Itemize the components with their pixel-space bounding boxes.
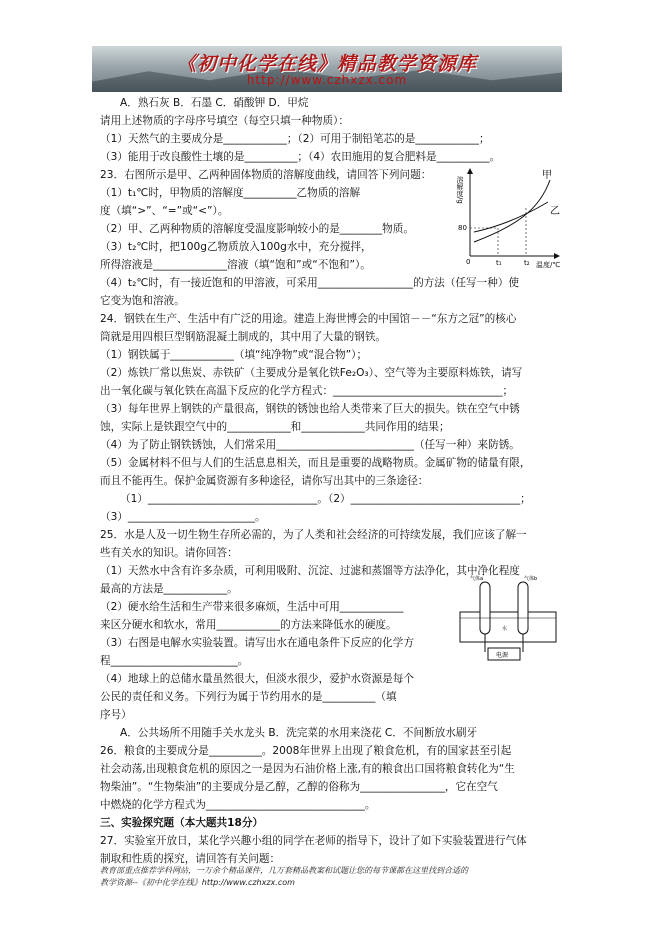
- q22-options: A．熟石灰 B．石墨 C．硝酸钾 D．甲烷: [120, 97, 309, 109]
- q25-part-2-cont: 来区分硬水和软水，常用____________的方法来降低水的硬度。: [100, 619, 397, 631]
- x-tick-t2: t₂: [524, 259, 530, 267]
- q24-part-5: （5）金属材料不但与人们的生活息息相关，而且是重要的战略物质。金属矿物的储量有限，: [100, 457, 531, 469]
- footer-line-1: 教育部重点推荐学科网站，一万余个精品课件，几万套精品教案和试题让您的每节课都在这里找到合适的: [100, 866, 468, 875]
- q25-part-3-cont: 程________________________。: [100, 655, 249, 667]
- q24-part-4: （4）为了防止钢铁锈蚀，人们常采用__________________________（任写一种）来防锈。: [100, 439, 520, 451]
- q23-part-4: （4）t₂℃时，有一接近饱和的甲溶液，可采用__________________的方法（任写一种）使: [100, 277, 520, 289]
- y-axis-label: 溶解度/g: [456, 176, 464, 204]
- x-axis-arrow: [554, 253, 560, 259]
- q23-part-3: （3）t₂℃时，把100g乙物质放入100g水中，充分搅拌，: [100, 241, 372, 253]
- q24-part-3-cont: 蚀，实际上是铁跟空气中的____________和____________共同作用的结果；: [100, 421, 450, 433]
- q25-part-4-cont2: 序号）: [100, 709, 132, 721]
- y-axis-arrow: [467, 168, 473, 174]
- q24-part-3: （3）每年世界上钢铁的产量很高，钢铁的锈蚀也给人类带来了巨大的损失。铁在空气中锈: [100, 403, 520, 415]
- banner-url: http://www.czhxzx.com: [246, 73, 408, 87]
- q25-part-2: （2）硬水给生活和生产带来很多麻烦，生活中可用____________: [100, 601, 404, 613]
- x-axis-label: 温度/℃: [536, 261, 561, 269]
- q25-part-4-cont: 公民的责任和义务。下列行为属于节约用水的是__________（填: [100, 691, 397, 703]
- q24-stem: 24．钢铁在生产、生活中有广泛的用途。建造上海世博会的中国馆－－“东方之冠”的核心: [100, 313, 517, 325]
- solubility-curve-chart: [456, 166, 566, 270]
- q24-part-2: （2）炼铁厂常以焦炭、赤铁矿（主要成分是氧化铁Fe₂O₃）、空气等为主要原料炼铁，请写: [100, 367, 523, 379]
- q23-part-3-cont: 所得溶液是______________溶液（填“饱和”或“不饱和”）。: [100, 259, 371, 271]
- curve-jia: [474, 180, 550, 242]
- q25-options: A．公共场所不用随手关水龙头 B．洗完菜的水用来浇花 C．不间断放水刷牙: [120, 727, 478, 739]
- q23-stem: 23．右图所示是甲、乙两种固体物质的溶解度曲线，请回答下列问题：: [100, 169, 432, 181]
- q25-stem: 25．水是人及一切生物生存所必需的，为了人类和社会经济的可持续发展，我们应该了解一: [100, 529, 527, 541]
- tube-left: [480, 582, 490, 634]
- q24-part-2-cont: 出一氧化碳与氧化铁在高温下反应的化学方程式：________________________________；: [100, 385, 514, 397]
- footer-line-2: 教学资源--《初中化学在线》http://www.czhxzx.com: [100, 878, 295, 887]
- curve-yi: [474, 202, 548, 232]
- x-tick-t1: t₁: [496, 259, 502, 267]
- label-jia: 甲: [542, 170, 552, 181]
- q25-part-1: （1）天然水中含有许多杂质，可利用吸附、沉淀、过滤和蒸馏等方法净化，其中净化程度: [100, 565, 520, 577]
- q24-part-5-cont: 而且不能再生。保护金属资源有多种途径，请你写出其中的三条途径：: [100, 475, 429, 487]
- water-trough: [460, 612, 556, 642]
- q24-part-5-ways-1-2: （1）________________________________。（2）________________________________；: [120, 493, 531, 505]
- q25-stem-cont: 些有关水的知识。请你回答：: [100, 547, 238, 559]
- q22-item-3-4: （3）能用于改良酸性土壤的是__________；（4）农田施用的复合肥料是__________。: [100, 151, 501, 163]
- q26-stem: 26．粮食的主要成分是__________。2008年世界上出现了粮食危机，有的国家甚至引起: [100, 745, 512, 757]
- q27-stem-cont: 制取和性质的探究，请回答有关问题：: [100, 853, 281, 865]
- q22-item-1-2: （1）天然气的主要成分是____________；（2）可用于制铅笔芯的是____________；: [100, 133, 490, 145]
- q25-part-4: （4）地球上的总储水量虽然很大，但淡水很少，爱护水资源是每个: [100, 673, 414, 685]
- q23-part-1-cont: 度（填“>”、“=”或“<”）。: [100, 205, 229, 217]
- q22-instruction: 请用上述物质的字母序号填空（每空只填一种物质）：: [100, 115, 349, 127]
- gas-a-label: 气体a: [470, 576, 484, 582]
- q27-stem: 27．实验室开放日，某化学兴趣小组的同学在老师的指导下，设计了如下实验装置进行气体: [100, 835, 527, 847]
- y-tick-80: 80: [458, 224, 467, 232]
- q26-stem-cont3: 中燃烧的化学方程式为______________________________。: [100, 799, 376, 811]
- power-supply-label: 电源: [496, 652, 509, 659]
- banner-title: 《初中化学在线》精品教学资源库: [176, 53, 477, 75]
- page-footer: [100, 865, 570, 889]
- water-label: 水: [502, 626, 508, 632]
- electrolysis-apparatus-figure: [452, 572, 564, 664]
- q23-part-2: （2）甲、乙两种物质的溶解度受温度影响较小的是________物质。: [100, 223, 414, 235]
- section-3-heading: 三、实验探究题（本大题共18分）: [100, 817, 264, 829]
- gas-b-label: 气体b: [524, 576, 538, 582]
- q26-stem-cont: 社会动荡,出现粮食危机的原因之一是因为石油价格上涨,有的粮食出口国将粮食转化为“生: [100, 763, 515, 775]
- q23-part-1: （1）t₁℃时，甲物质的溶解度__________乙物质的溶解: [100, 187, 361, 199]
- tube-right: [518, 582, 528, 634]
- q24-part-5-way-3: （3）________________________。: [100, 511, 266, 523]
- q23-part-4-cont: 它变为饱和溶液。: [100, 295, 185, 307]
- q26-stem-cont2: 物柴油”。“生物柴油”的主要成分是乙醇，乙醇的俗称为________________，它在空气: [100, 781, 498, 793]
- q24-part-1: （1）钢铁属于____________（填“纯净物”或“混合物”）；: [100, 349, 368, 361]
- q25-part-3: （3）右图是电解水实验装置。请写出水在通电条件下反应的化学方: [100, 637, 414, 649]
- origin-label: 0: [466, 258, 471, 266]
- q25-part-1-cont: 最高的方法是____________。: [100, 583, 238, 595]
- q24-stem-cont: 筒就是用四根巨型钢筋混凝土制成的，其中用了大量的钢铁。: [100, 331, 387, 343]
- label-yi: 乙: [550, 206, 560, 217]
- header-banner: [92, 46, 562, 92]
